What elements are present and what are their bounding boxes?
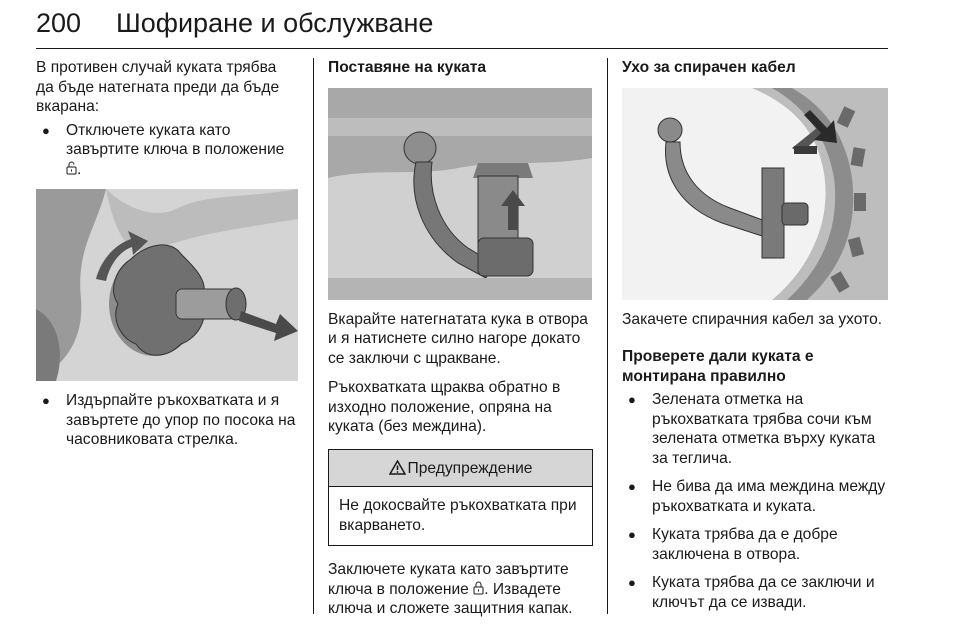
unlock-icon [66,161,77,175]
paragraph: Вкарайте натегнатата кука в отвора и я натиснете силно нагоре докато се заключи с щракване. [328,310,588,367]
lock-icon [473,581,484,595]
list-item: ● Куката трябва да се заключи и ключът да се извади. [622,573,888,612]
column-divider [313,58,314,614]
page-title: Шофиране и обслужване [116,8,434,38]
list-item: ● Издърпайте ръкохватката и я завъртете до упор по посока на часовниковата стрелка. [36,391,298,450]
section-heading: Поставяне на куката [328,59,487,76]
warning-box [328,449,593,547]
warning-text: Не докосвайте ръкохватката при вкарването. [339,497,577,534]
column-3 [622,58,888,621]
bullet-list [622,390,888,612]
paragraph: Заключете куката като завъртите ключа в положение . Извадете ключа и сложете защитния капак. [328,561,573,617]
list-item: ● Отключете куката като завъртите ключа в положение . [36,121,298,180]
bullet-list [36,391,298,450]
handle-illustration [36,189,298,381]
column-2 [328,58,593,619]
list-item: ● Не бива да има междина между ръкохватката и куката. [622,477,888,516]
paragraph: Ръкохватката щраква обратно в изходно положение, опряна на куката (без междина). [328,379,561,435]
hitch-insertion-illustration [328,88,592,300]
section-heading: Проверете дали куката е монтирана правилно [622,348,814,385]
intro-text: В противен случай куката трябва да бъде натегната преди да бъде вкарана: [36,59,280,115]
cable-eye-illustration [622,88,888,300]
column-divider [607,58,608,614]
paragraph: Закачете спирачния кабел за ухото. [622,310,883,328]
header-rule [36,48,888,49]
warning-title: Предупреждение [329,450,592,488]
column-1 [36,58,298,459]
list-item: ● Куката трябва да е добре заключена в отвора. [622,525,888,564]
section-heading: Ухо за спирачен кабел [622,59,796,76]
bullet-list [36,121,298,180]
page-number: 200 [36,8,82,38]
list-item: ● Зелената отметка на ръкохватката трябва сочи към зелената отметка върху куката за теглича. [622,390,888,468]
page-header [36,8,888,46]
warning-icon [389,460,406,475]
